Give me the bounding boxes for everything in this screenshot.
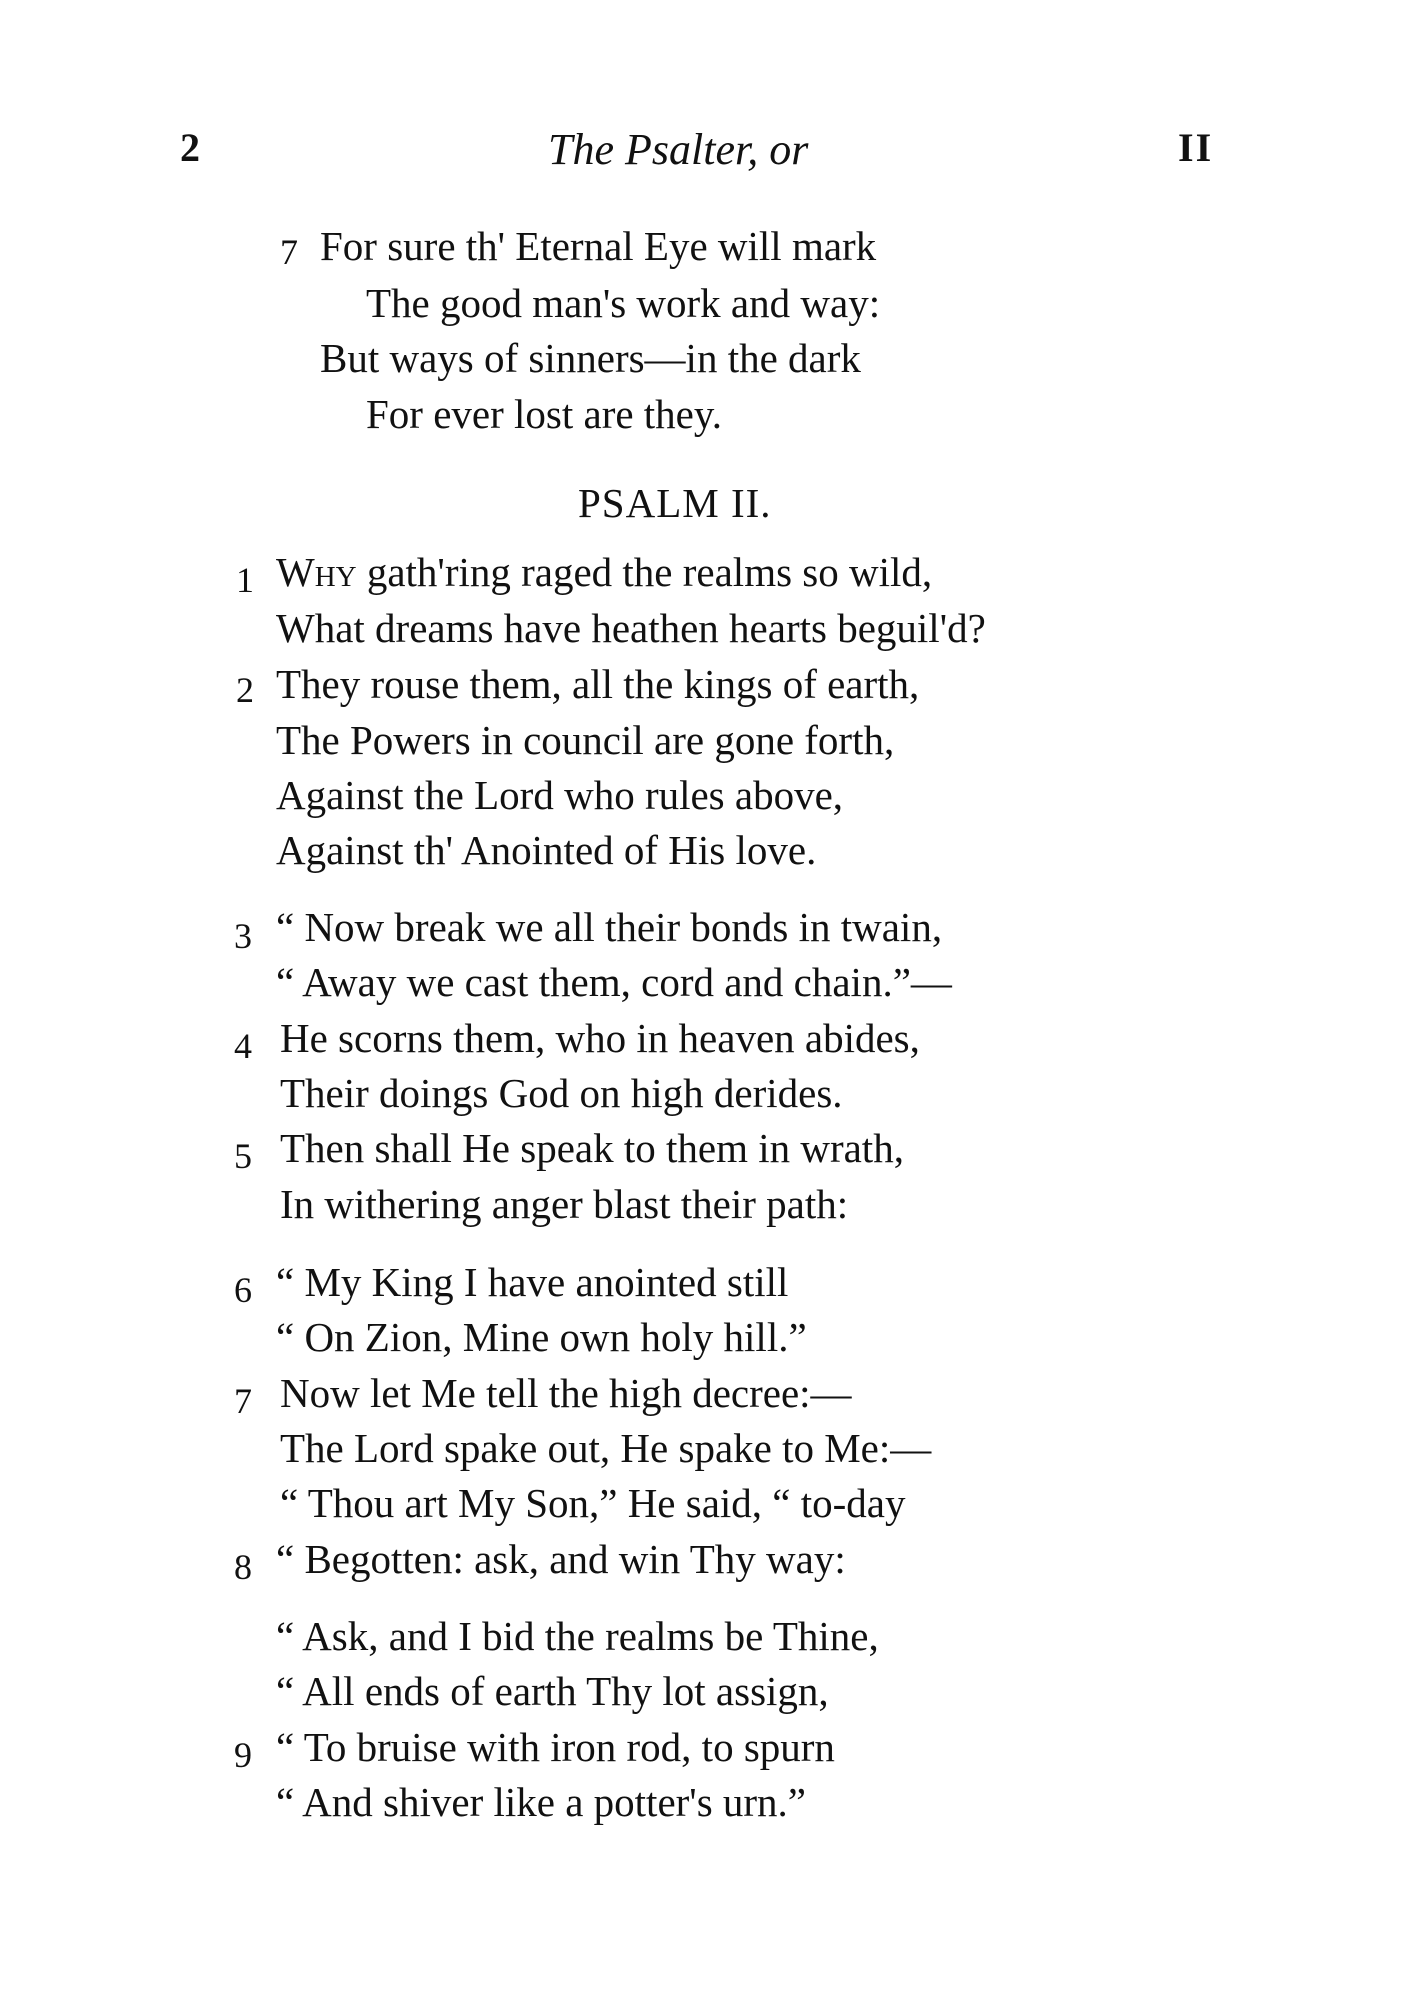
verse-number: 1 <box>236 560 254 600</box>
verse-number: 6 <box>234 1270 252 1310</box>
verse-line: For ever lost are they. <box>366 391 722 437</box>
page-number-right: II <box>1178 125 1214 170</box>
psalm-heading: PSALM II. <box>578 480 772 526</box>
verse-line: In withering anger blast their path: <box>280 1181 849 1227</box>
drop-word: Why <box>276 549 357 595</box>
verse-line: “ On Zion, Mine own holy hill.” <box>276 1314 807 1360</box>
verse-line: “ And shiver like a potter's urn.” <box>276 1779 806 1825</box>
verse-line: “ Begotten: ask, and win Thy way: <box>276 1536 846 1582</box>
verse-number: 8 <box>234 1547 252 1587</box>
verse-number: 3 <box>234 916 252 956</box>
verse-number: 7 <box>280 232 298 272</box>
verse-line: Against th' Anointed of His love. <box>276 827 817 873</box>
verse-line <box>276 549 933 595</box>
verse-line-rest: gath'ring raged the realms so wild, <box>356 549 933 595</box>
verse-line: The good man's work and way: <box>366 280 881 326</box>
verse-line: “ Now break we all their bonds in twain, <box>276 904 943 950</box>
verse-line: “ Ask, and I bid the realms be Thine, <box>276 1613 879 1659</box>
verse-line: The Lord spake out, He spake to Me:— <box>280 1425 932 1471</box>
verse-line: “ To bruise with iron rod, to spurn <box>276 1724 835 1770</box>
verse-number: 9 <box>234 1735 252 1775</box>
verse-line: “ All ends of earth Thy lot assign, <box>276 1668 829 1714</box>
verse-line: But ways of sinners—in the dark <box>320 335 861 381</box>
verse-line: For sure th' Eternal Eye will mark <box>320 223 877 269</box>
verse-line: He scorns them, who in heaven abides, <box>280 1015 920 1061</box>
verse-line: Then shall He speak to them in wrath, <box>280 1125 904 1171</box>
verse-line: The Powers in council are gone forth, <box>276 717 895 763</box>
verse-line: Against the Lord who rules above, <box>276 772 844 818</box>
verse-line: “ Away we cast them, cord and chain.”— <box>276 959 952 1005</box>
verse-line: They rouse them, all the kings of earth, <box>276 661 920 707</box>
running-title: The Psalter, or <box>548 125 809 174</box>
verse-line: “ My King I have anointed still <box>276 1259 789 1305</box>
verse-line: “ Thou art My Son,” He said, “ to-day <box>280 1480 906 1526</box>
verse-number: 7 <box>234 1381 252 1421</box>
verse-number: 5 <box>234 1136 252 1176</box>
verse-line: Their doings God on high derides. <box>280 1070 843 1116</box>
verse-line: What dreams have heathen hearts beguil'd? <box>276 605 986 651</box>
page-number-left: 2 <box>180 125 200 170</box>
verse-number: 2 <box>236 670 254 710</box>
verse-number: 4 <box>234 1026 252 1066</box>
verse-line: Now let Me tell the high decree:— <box>280 1370 852 1416</box>
